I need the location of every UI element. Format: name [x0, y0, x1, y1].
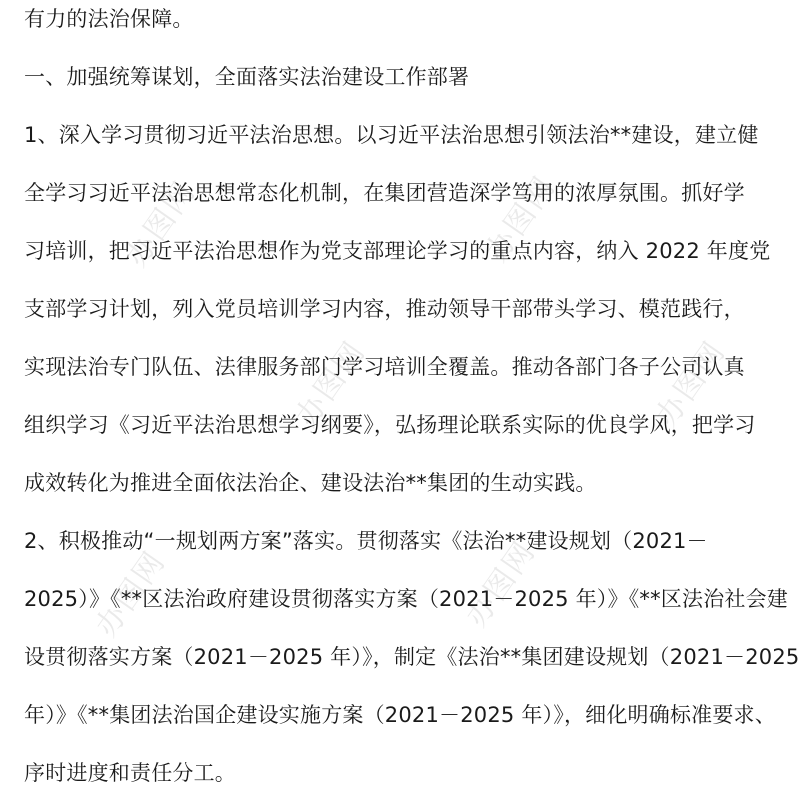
text-line: 实现法治专门队伍、法律服务部门学习培训全覆盖。推动各部门各子公司认真 [24, 355, 745, 379]
text-line: 序时进度和责任分工。 [24, 761, 236, 785]
text-line: 全学习习近平法治思想常态化机制，在集团营造深学笃用的浓厚氛围。抓好学 [24, 181, 745, 205]
text-line: 2、积极推动“一规划两方案”落实。贯彻落实《法治**建设规划（2021－ [24, 529, 708, 553]
watermark: 办图网 [89, 544, 173, 644]
watermark: 办图网 [479, 169, 563, 269]
section-heading: 一、加强统筹谋划，全面落实法治建设工作部署 [24, 65, 470, 89]
text-line: 年）》《**集团法治国企建设实施方案（2021－2025 年）》，细化明确标准要求、 [24, 703, 776, 727]
watermark: 办图网 [289, 334, 373, 434]
watermark: 办图网 [459, 534, 543, 634]
text-line: 有力的法治保障。 [24, 7, 194, 31]
watermark: 办图网 [119, 174, 203, 274]
text-line: 成效转化为推进全面依法治企、建设法治**集团的生动实践。 [24, 471, 597, 495]
text-line: 设贯彻落实方案（2021－2025 年）》，制定《法治**集团建设规划（2021－2025 [24, 645, 800, 669]
text-line: 2025）》《**区法治政府建设贯彻落实方案（2021－2025 年）》《**区法治社会建 [24, 587, 789, 611]
text-line: 支部学习计划，列入党员培训学习内容，推动领导干部带头学习、模范践行， [24, 297, 745, 321]
text-line: 习培训，把习近平法治思想作为党支部理论学习的重点内容，纳入 2022 年度党 [24, 239, 771, 263]
text-line: 组织学习《习近平法治思想学习纲要》，弘扬理论联系实际的优良学风，把学习 [24, 413, 756, 437]
watermark: 办图网 [649, 334, 733, 434]
text-line: 1、深入学习贯彻习近平法治思想。以习近平法治思想引领法治**建设，建立健 [24, 123, 759, 147]
